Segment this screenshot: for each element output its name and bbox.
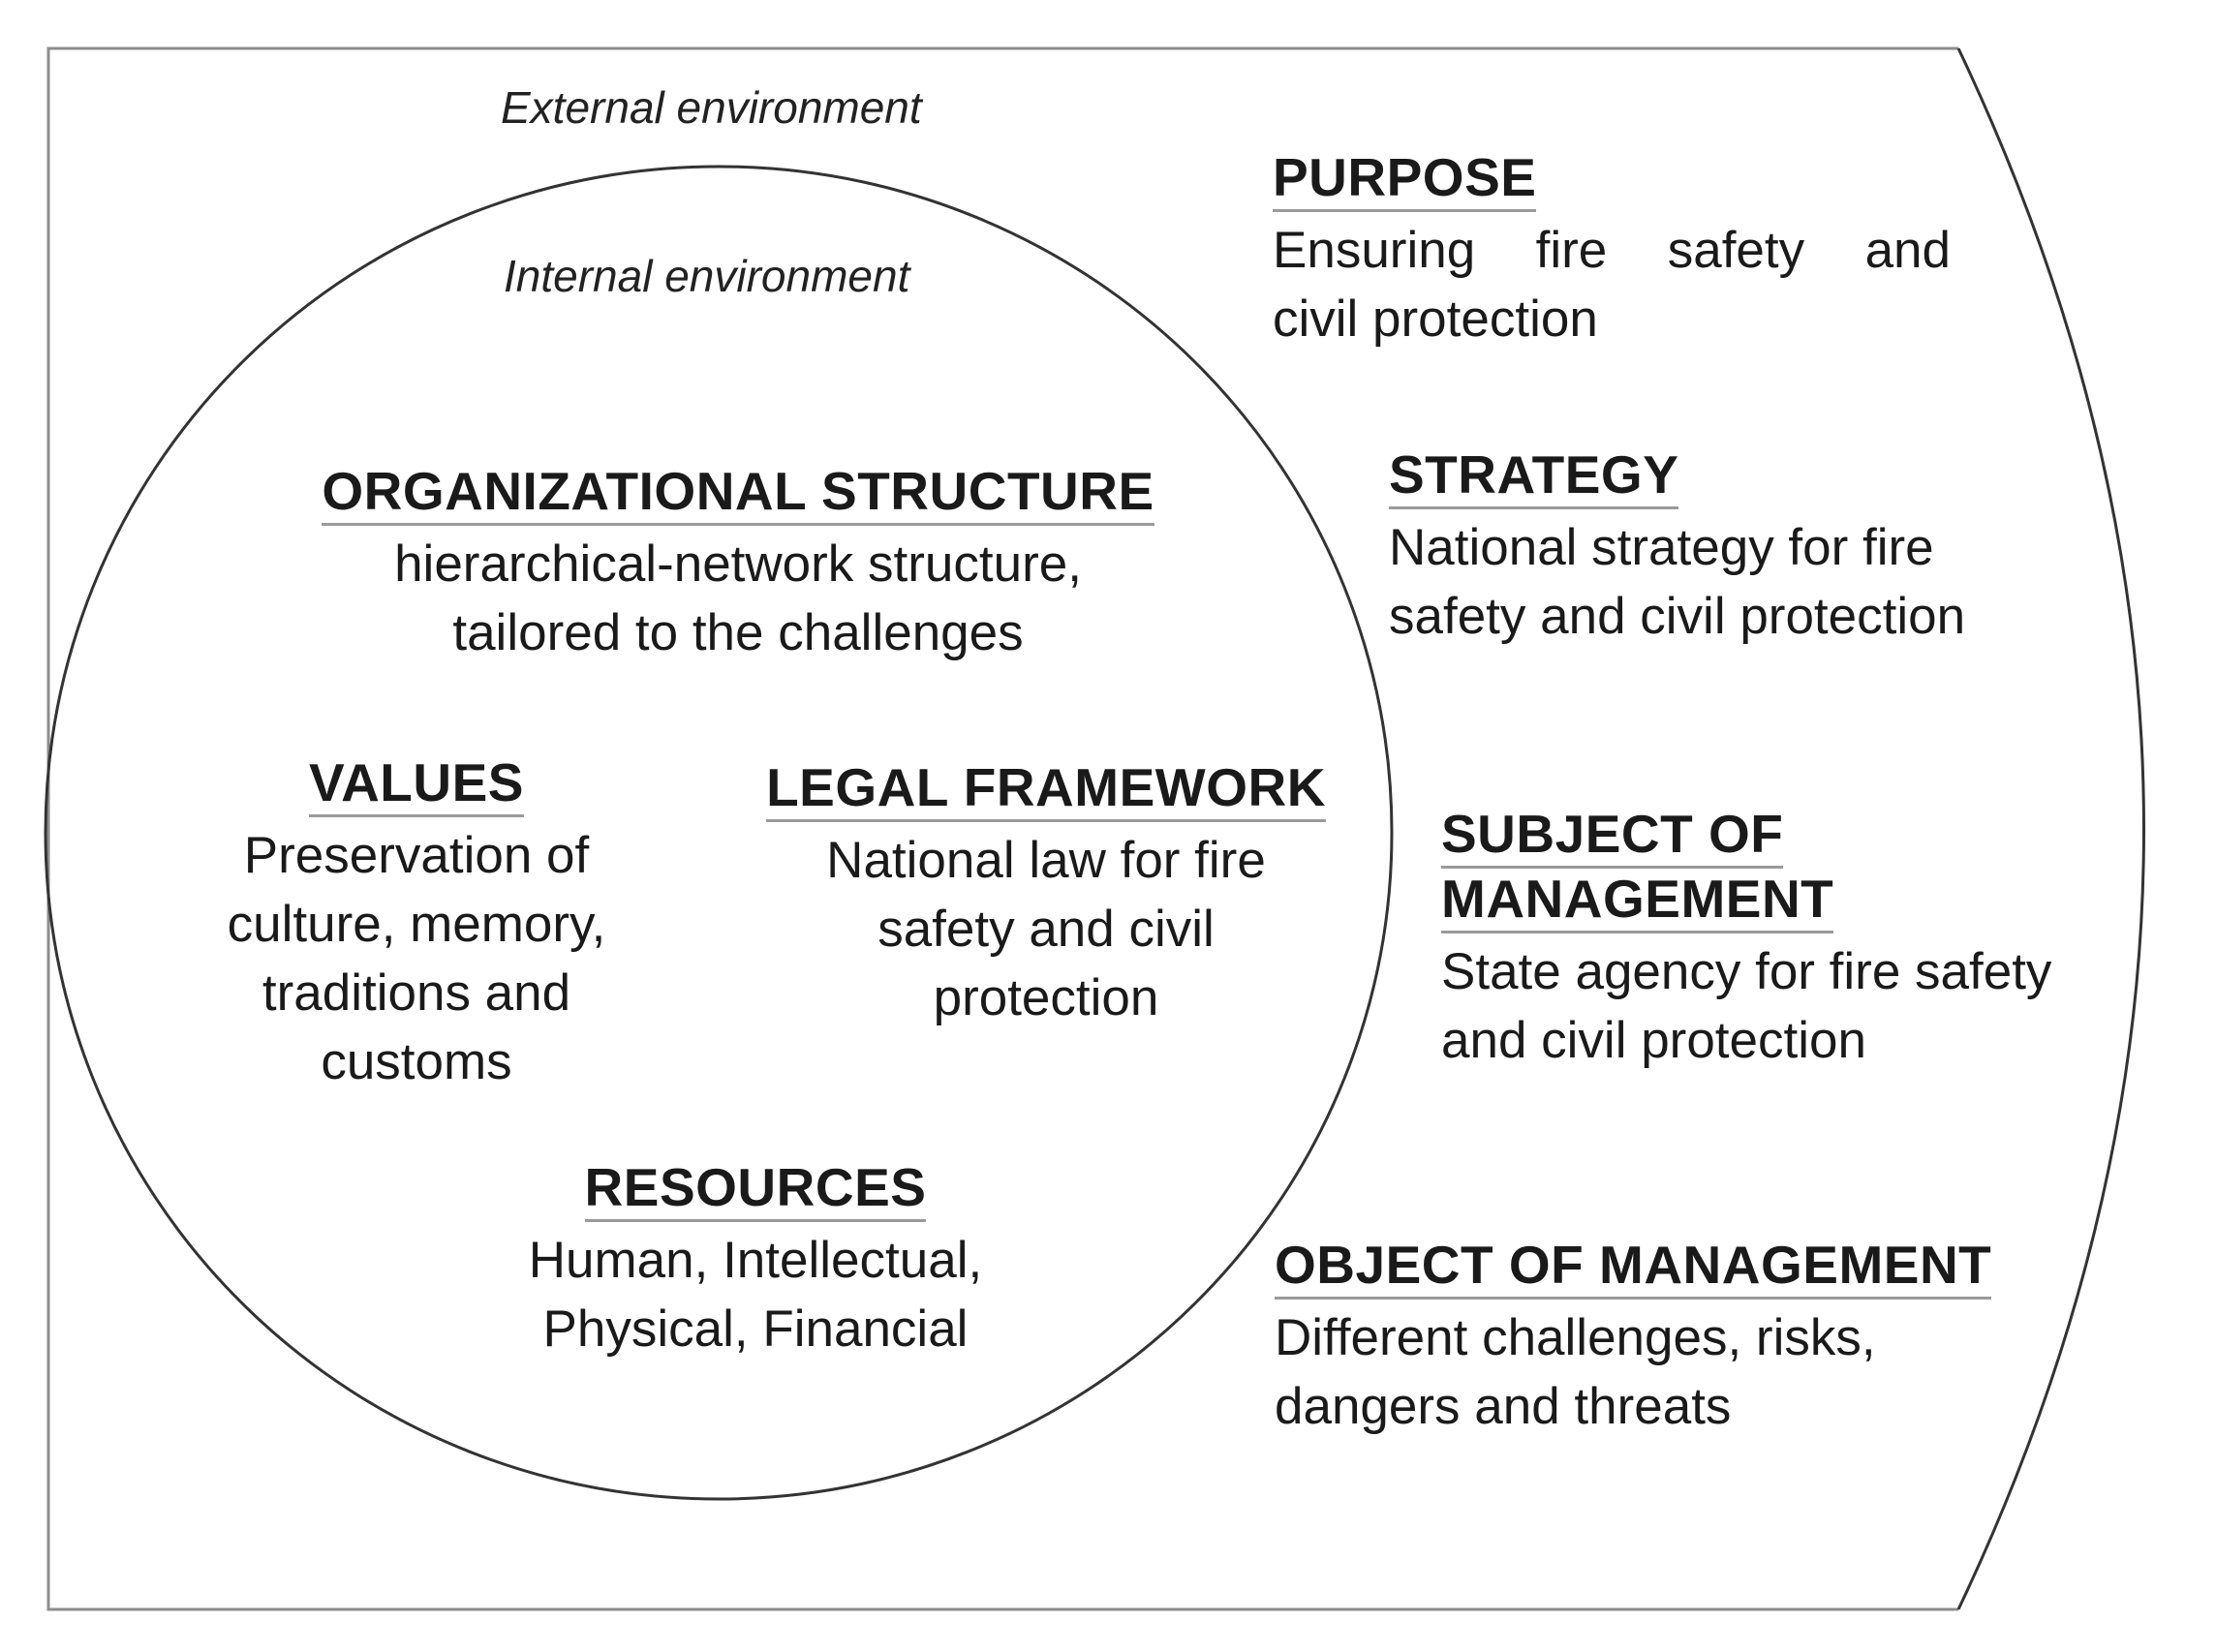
subject-of-management-heading: SUBJECT OF MANAGEMENT (1441, 804, 2158, 933)
organizational-structure-text: hierarchical-network structure, tailored to the challenges (394, 535, 1082, 661)
purpose-text: Ensuring fire safety and civil protection (1273, 222, 1951, 348)
strategy-block (1389, 444, 2086, 651)
subject-of-management-block (1441, 804, 2158, 1075)
object-of-management-text: Different challenges, risks, dangers and threats (1275, 1309, 1876, 1435)
object-of-management-block (1275, 1235, 2049, 1441)
values-block (165, 752, 668, 1096)
organizational-structure-heading: ORGANIZATIONAL STRUCTURE (322, 461, 1154, 526)
legal-framework-text: National law for fire safety and civil protection (826, 832, 1266, 1026)
object-of-management-heading: OBJECT OF MANAGEMENT (1275, 1235, 1991, 1300)
values-heading: VALUES (309, 752, 524, 817)
resources-block (465, 1157, 1046, 1363)
strategy-text: National strategy for fire safety and civil protection (1389, 519, 1966, 645)
purpose-heading: PURPOSE (1273, 147, 1536, 212)
legal-framework-heading: LEGAL FRAMEWORK (766, 757, 1326, 822)
values-text: Preservation of culture, memory, traditions and customs (227, 827, 606, 1090)
strategy-heading: STRATEGY (1389, 444, 1678, 509)
external-environment-label: External environment (501, 82, 922, 133)
internal-environment-label: Internal environment (504, 251, 910, 301)
legal-framework-block (736, 757, 1356, 1032)
purpose-block (1273, 147, 1951, 353)
organizational-structure-block (254, 461, 1222, 667)
resources-heading: RESOURCES (585, 1157, 927, 1222)
resources-text: Human, Intellectual, Physical, Financial (528, 1232, 983, 1358)
subject-of-management-text: State agency for fire safety and civil protection (1441, 943, 2052, 1069)
